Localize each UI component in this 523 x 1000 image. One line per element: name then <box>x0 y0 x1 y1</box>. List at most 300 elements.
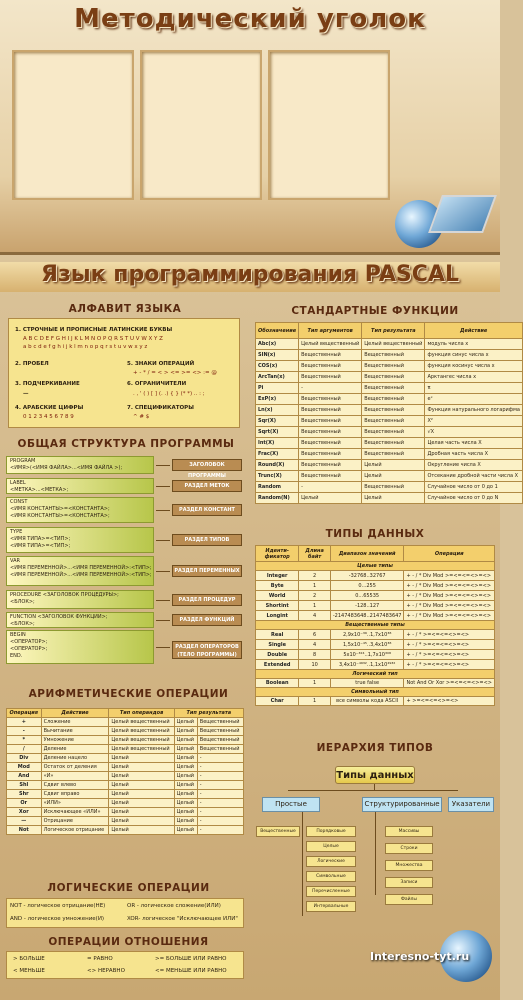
arrow-icon <box>156 540 170 541</box>
structure-section-label: РАЗДЕЛ ПРОЦЕДУР <box>172 594 242 606</box>
table-cell: Целый <box>174 718 197 727</box>
table-row <box>256 581 495 591</box>
table-cell: Sqrt(X) <box>256 427 299 438</box>
table-row <box>7 763 244 772</box>
table-cell: Целый <box>174 736 197 745</box>
table-cell: Сдвиг вправо <box>41 790 109 799</box>
logic-box <box>6 898 244 928</box>
table-cell: Остаток от деления <box>41 763 109 772</box>
structure-code: BEGIN <ОПЕРАТОР>; <ОПЕРАТОР>; END. <box>6 630 154 664</box>
table-cell: Extended <box>256 660 299 670</box>
methodical-stand <box>0 0 500 255</box>
table-cell: Вещественный <box>362 372 425 383</box>
hier-struct-item: Массивы <box>385 826 433 837</box>
table-cell: eˣ <box>425 394 522 405</box>
table-cell: Вещественный <box>299 471 362 482</box>
table-cell: Abc(x) <box>256 339 299 350</box>
table-cell: Вещественный <box>299 405 362 416</box>
structure-code: TYPE <ИМЯ ТИПА>=<ТИП>; <ИМЯ ТИПА>=<ТИП>; <box>6 527 154 553</box>
table-row <box>256 394 523 405</box>
alphabet-upper: A B C D E F G H I J K L M N O P Q R S T U V W X Y Z <box>23 336 163 342</box>
table-cell: модуль числа x <box>425 339 522 350</box>
hier-root: Типы данных <box>335 766 415 784</box>
table-subheader <box>256 688 495 697</box>
table-cell: Round(X) <box>256 460 299 471</box>
table-header <box>7 709 244 718</box>
structure-code: VAR <ИМЯ ПЕРЕМЕННОЙ>...<ИМЯ ПЕРЕМЕННОЙ>:<ТИП>; <ИМЯ ПЕРЕМЕННОЙ>...<ИМЯ ПЕРЕМЕННОЙ>:<ТИП>; <box>6 556 154 586</box>
table-cell: Integer <box>256 571 299 581</box>
table-cell: 2 <box>299 571 330 581</box>
table-cell: true false <box>330 679 404 688</box>
table-cell: Деление <box>41 745 109 754</box>
table-row <box>7 817 244 826</box>
table-cell: -128..127 <box>330 601 404 611</box>
alphabet-value: — <box>23 391 29 397</box>
laptop-icon <box>428 195 497 233</box>
table-cell: 10 <box>299 660 330 670</box>
table-cell: Целый <box>362 493 425 504</box>
alphabet-value: 0 1 2 3 4 5 6 7 8 9 <box>23 414 74 420</box>
structure-code: LABEL <МЕТКА>...<МЕТКА>; <box>6 478 154 494</box>
table-row <box>256 650 495 660</box>
table-cell: Целый <box>109 763 174 772</box>
table-cell: Целый вещественный <box>109 745 174 754</box>
table-cell: Char <box>256 697 299 706</box>
table-cell: ExP(x) <box>256 394 299 405</box>
table-cell: + <box>7 718 42 727</box>
table-cell: - <box>197 772 243 781</box>
structure-section-label: РАЗДЕЛ ПЕРЕМЕННЫХ <box>172 565 242 577</box>
header-cell: Длина байт <box>299 546 330 562</box>
table-subheader <box>256 562 495 571</box>
table-cell: Целый <box>174 808 197 817</box>
table-cell: X² <box>425 416 522 427</box>
alphabet-item: 7. СПЕЦИФИКАТОРЫ <box>127 405 194 411</box>
table-cell: Случайное число от 0 до 1 <box>425 482 522 493</box>
funcs-title: СТАНДАРТНЫЕ ФУНКЦИИ <box>291 305 459 317</box>
table-cell: Целый <box>109 808 174 817</box>
table-cell: - <box>197 799 243 808</box>
structure-section-label: РАЗДЕЛ ОПЕРАТОРОВ (ТЕЛО ПРОГРАММЫ) <box>172 641 242 659</box>
arith-title: АРИФМЕТИЧЕСКИЕ ОПЕРАЦИИ <box>28 688 229 700</box>
table-cell: - <box>7 727 42 736</box>
table-cell: Ln(x) <box>256 405 299 416</box>
table-row <box>256 571 495 581</box>
table-cell: - <box>197 817 243 826</box>
table-cell: Целый вещественный <box>109 727 174 736</box>
table-row <box>256 383 523 394</box>
table-cell: Целый <box>174 826 197 835</box>
table-cell: — <box>7 817 42 826</box>
table-cell: Вещественный <box>197 736 243 745</box>
alphabet-item: 2. ПРОБЕЛ <box>15 361 49 367</box>
table-row <box>256 460 523 471</box>
table-cell: Sqr(X) <box>256 416 299 427</box>
table-row <box>256 611 495 621</box>
table-cell: все символы кода ASCII <box>330 697 404 706</box>
hier-struct-item: Множества <box>385 860 433 871</box>
table-row <box>256 372 523 383</box>
table-cell: Вещественный <box>362 394 425 405</box>
table-cell: Округление числа X <box>425 460 522 471</box>
hier-pointers: Указатели <box>448 797 494 812</box>
table-cell: Real <box>256 630 299 640</box>
header-cell: Тип операндов <box>109 709 174 718</box>
table-cell: + - / * Div Mod >=<=<=<>=<> <box>404 571 495 581</box>
header-cell: Обозначение <box>256 323 299 339</box>
rel-le: <= МЕНЬШЕ ИЛИ РАВНО <box>155 968 227 974</box>
table-row <box>256 630 495 640</box>
table-cell: + - / * >=<=<=<>=<> <box>404 650 495 660</box>
table-row <box>7 727 244 736</box>
logic-not: NOT - логическое отрицание(НЕ) <box>10 903 106 909</box>
logic-and: AND - логическое умножение(И) <box>10 916 105 922</box>
table-cell: Вещественный <box>299 361 362 372</box>
rel-eq: = РАВНО <box>87 956 113 962</box>
table-cell: + - / * Div Mod >=<=<=<>=<> <box>404 601 495 611</box>
hier-struct-item: Строки <box>385 843 433 854</box>
structure-section-label: РАЗДЕЛ МЕТОК <box>172 480 242 492</box>
table-cell: функция косинус числа x <box>425 361 522 372</box>
hier-simple-item: Логические <box>306 856 356 867</box>
table-cell: √X <box>425 427 522 438</box>
table-row <box>7 772 244 781</box>
table-subheader <box>256 670 495 679</box>
table-cell: 3,4x10⁻⁴⁹³²..1,1x10⁴⁹³² <box>330 660 404 670</box>
types-table <box>255 545 495 706</box>
hier-simple-item: Перечисленные <box>306 886 356 897</box>
table-cell: - <box>299 482 362 493</box>
table-cell: Целый <box>109 826 174 835</box>
watermark: Interesno-tyt.ru <box>370 950 470 963</box>
table-row <box>7 790 244 799</box>
subheader-cell: Целые типы <box>256 562 495 571</box>
hier-simple-item: Интервальные <box>306 901 356 912</box>
arrow-icon <box>156 571 170 572</box>
arrow-icon <box>156 486 170 487</box>
rel-ge: >= БОЛЬШЕ ИЛИ РАВНО <box>155 956 227 962</box>
table-cell: Boolean <box>256 679 299 688</box>
hier-simple-item: Символьные <box>306 871 356 882</box>
alphabet-item: 1. СТРОЧНЫЕ И ПРОПИСНЫЕ ЛАТИНСКИЕ БУКВЫ <box>15 327 173 333</box>
funcs-table <box>255 322 523 504</box>
connector <box>374 784 375 791</box>
table-cell: 1,5x10⁻⁴⁵..3,4x10³⁸ <box>330 640 404 650</box>
relations-box <box>6 951 244 979</box>
hier-simple-item: Целые <box>306 841 356 852</box>
table-cell: Вещественный <box>362 405 425 416</box>
table-cell: Целый <box>362 460 425 471</box>
table-cell: Вещественный <box>362 449 425 460</box>
table-row <box>256 482 523 493</box>
rel-ne: <> НЕРАВНО <box>87 968 125 974</box>
table-cell: Вещественный <box>362 416 425 427</box>
table-row <box>256 449 523 460</box>
table-cell: Отрицание <box>41 817 109 826</box>
structure-code: CONST <ИМЯ КОНСТАНТЫ>=<КОНСТАНТА>; <ИМЯ КОНСТАНТЫ>=<КОНСТАНТА>; <box>6 497 154 523</box>
table-cell: + - / * >=<=<=<>=<> <box>404 660 495 670</box>
header-cell: Иденти-фикатор <box>256 546 299 562</box>
table-cell: / <box>7 745 42 754</box>
table-cell: Целый <box>109 799 174 808</box>
structure-section-label: РАЗДЕЛ ФУНКЦИЙ <box>172 614 242 626</box>
structure-section-label: РАЗДЕЛ ТИПОВ <box>172 534 242 546</box>
arrow-icon <box>156 465 170 466</box>
table-cell: Арктангес числа x <box>425 372 522 383</box>
table-cell: Shl <box>7 781 42 790</box>
structure-code: PROGRAM <ИМЯ>(<ИМЯ ФАЙЛА>...<ИМЯ ФАЙЛА >); <box>6 456 154 474</box>
table-cell: π <box>425 383 522 394</box>
table-cell: 2,9x10⁻³⁹..1,7x10³⁸ <box>330 630 404 640</box>
table-cell: Отсекание дробной части числа X <box>425 471 522 482</box>
table-cell: Целый <box>109 781 174 790</box>
subheader-cell: Символьный тип <box>256 688 495 697</box>
table-cell: Целый <box>174 727 197 736</box>
table-cell: - <box>197 754 243 763</box>
hier-structured: Структурированные <box>362 797 442 812</box>
table-cell: Целый <box>109 754 174 763</box>
table-cell: функция синус числа x <box>425 350 522 361</box>
table-row <box>7 745 244 754</box>
alphabet-value: + - * / = < > <= >= <> := @ <box>133 370 217 376</box>
table-cell: Целый вещественный <box>299 339 362 350</box>
table-cell: ArcTan(x) <box>256 372 299 383</box>
table-cell: Вещественный <box>362 427 425 438</box>
alphabet-item: 6. ОГРАНИЧИТЕЛИ <box>127 381 187 387</box>
table-cell: 2 <box>299 591 330 601</box>
hier-simple: Простые <box>262 797 320 812</box>
table-row <box>256 591 495 601</box>
table-cell: Вещественный <box>197 718 243 727</box>
table-cell: Div <box>7 754 42 763</box>
table-cell: Вещественный <box>362 383 425 394</box>
table-cell: Умножение <box>41 736 109 745</box>
connector <box>375 812 376 895</box>
table-cell: Single <box>256 640 299 650</box>
table-cell: Вещественный <box>299 350 362 361</box>
table-header <box>256 546 495 562</box>
hier-simple-item: Порядковые <box>306 826 356 837</box>
table-cell: + - / * >=<=<=<>=<> <box>404 630 495 640</box>
structure-section-label: ЗАГОЛОВОК ПРОГРАММЫ <box>172 459 242 471</box>
table-cell: 4 <box>299 611 330 621</box>
rel-gt: > БОЛЬШЕ <box>13 956 45 962</box>
header-cell: Тип аргументов <box>299 323 362 339</box>
alphabet-value: ^ # $ <box>133 414 150 420</box>
table-cell: - <box>197 826 243 835</box>
table-cell: Целый вещественный <box>109 736 174 745</box>
arrow-icon <box>156 510 170 511</box>
table-cell: Pi <box>256 383 299 394</box>
table-subheader <box>256 621 495 630</box>
table-cell: Целый <box>174 763 197 772</box>
blank-panel-2 <box>140 50 262 200</box>
table-cell: Вещественный <box>197 727 243 736</box>
logic-title: ЛОГИЧЕСКИЕ ОПЕРАЦИИ <box>47 882 210 894</box>
table-cell: Целый <box>174 754 197 763</box>
table-cell: Сложение <box>41 718 109 727</box>
table-cell: - <box>299 383 362 394</box>
hier-real: Вещественные <box>256 826 300 837</box>
table-cell: Вещественный <box>197 745 243 754</box>
table-cell: Целый <box>299 493 362 504</box>
table-cell: Вещественный <box>299 372 362 383</box>
header-cell: Действие <box>41 709 109 718</box>
table-cell: Вещественный <box>362 438 425 449</box>
header-cell: Тип результата <box>174 709 243 718</box>
table-cell: Функция натурального логарифма <box>425 405 522 416</box>
table-cell: Целый <box>362 471 425 482</box>
alphabet-box <box>8 318 240 428</box>
table-row <box>7 718 244 727</box>
table-cell: -32768..32767 <box>330 571 404 581</box>
table-cell: Исключающее «ИЛИ» <box>41 808 109 817</box>
arrow-icon <box>156 647 170 648</box>
table-header <box>256 323 523 339</box>
table-row <box>256 438 523 449</box>
table-cell: Вещественный <box>362 482 425 493</box>
header-cell: Действие <box>425 323 522 339</box>
relations-title: ОПЕРАЦИИ ОТНОШЕНИЯ <box>48 936 209 948</box>
table-cell: Вещественный <box>299 449 362 460</box>
alphabet-item: 3. ПОДЧЕРКИВАНИЕ <box>15 381 80 387</box>
table-cell: Целый вещественный <box>109 718 174 727</box>
structure-code: FUNCTION <ЗАГОЛОВОК ФУНКЦИИ>; <БЛОК>; <box>6 612 154 628</box>
table-cell: Shr <box>7 790 42 799</box>
table-cell: Xor <box>7 808 42 817</box>
header-cell: Операции <box>404 546 495 562</box>
table-cell: «ИЛИ» <box>41 799 109 808</box>
table-cell: Shortint <box>256 601 299 611</box>
alphabet-item: 5. ЗНАКИ ОПЕРАЦИЙ <box>127 361 195 367</box>
table-cell: - <box>197 781 243 790</box>
table-cell: -2147483648..2147483647 <box>330 611 404 621</box>
table-cell: Mod <box>7 763 42 772</box>
table-cell: COS(x) <box>256 361 299 372</box>
blank-panel-3 <box>268 50 390 200</box>
table-cell: + - / * Div Mod >=<=<=<>=<> <box>404 581 495 591</box>
hier-struct-item: Записи <box>385 877 433 888</box>
table-cell: Вещественный <box>299 394 362 405</box>
table-cell: 8 <box>299 650 330 660</box>
table-row <box>256 640 495 650</box>
table-row <box>256 427 523 438</box>
table-cell: Random(N) <box>256 493 299 504</box>
table-row <box>256 697 495 706</box>
table-row <box>7 781 244 790</box>
table-cell: Целый <box>174 799 197 808</box>
header-cell: Тип результата <box>362 323 425 339</box>
pascal-title: Язык программирования PASCAL <box>41 262 459 287</box>
table-cell: Целый <box>174 745 197 754</box>
alphabet-value: . , ' ( ) [ ] (. .) { } (* *) .. : ; <box>133 391 205 397</box>
table-cell: * <box>7 736 42 745</box>
table-row <box>256 416 523 427</box>
table-cell: Целый <box>174 772 197 781</box>
structure-section-label: РАЗДЕЛ КОНСТАНТ <box>172 504 242 516</box>
table-cell: Double <box>256 650 299 660</box>
table-cell: Вещественный <box>299 460 362 471</box>
structure-title: ОБЩАЯ СТРУКТУРА ПРОГРАММЫ <box>17 438 235 450</box>
table-row <box>256 601 495 611</box>
table-cell: 6 <box>299 630 330 640</box>
table-cell: Вещественный <box>362 350 425 361</box>
alphabet-lower: a b c d e f g h i j k l m n o p q r s t u v w x y z <box>23 344 148 350</box>
table-cell: Целый <box>174 817 197 826</box>
table-row <box>256 471 523 482</box>
table-cell: 4 <box>299 640 330 650</box>
table-row <box>256 679 495 688</box>
logic-or: OR - логическое сложение(ИЛИ) <box>127 903 221 909</box>
table-cell: - <box>197 790 243 799</box>
subheader-cell: Логический тип <box>256 670 495 679</box>
table-cell: + - / * >=<=<=<>=<> <box>404 640 495 650</box>
table-cell: Целый <box>109 772 174 781</box>
table-cell: 5x10⁻³²⁴..1,7x10³⁰⁸ <box>330 650 404 660</box>
table-row <box>256 660 495 670</box>
hier-struct-item: Файлы <box>385 894 433 905</box>
table-cell: + - / * Div Mod >=<=<=<>=<> <box>404 591 495 601</box>
table-row <box>7 808 244 817</box>
table-cell: Not And Or Xor >=<=<=<>=<> <box>404 679 495 688</box>
table-cell: Вычитание <box>41 727 109 736</box>
table-cell: Целый <box>109 817 174 826</box>
table-cell: Случайное число от 0 до N <box>425 493 522 504</box>
table-cell: Целый <box>174 781 197 790</box>
table-row <box>256 405 523 416</box>
table-cell: Random <box>256 482 299 493</box>
rel-lt: < МЕНЬШЕ <box>13 968 45 974</box>
table-row <box>7 736 244 745</box>
table-cell: Frac(X) <box>256 449 299 460</box>
blank-panel-1 <box>12 50 134 200</box>
table-row <box>7 826 244 835</box>
connector <box>288 790 458 791</box>
structure-code: PROCEDURE <ЗАГОЛОВОК ПРОЦЕДУРЫ>; <БЛОК>; <box>6 590 154 609</box>
table-cell: 1 <box>299 679 330 688</box>
table-row <box>256 361 523 372</box>
header-cell: Диапазон значений <box>330 546 404 562</box>
table-cell: Int(X) <box>256 438 299 449</box>
arrow-icon <box>156 620 170 621</box>
header-cell: Операция <box>7 709 42 718</box>
table-cell: + >=<=<=<>=<> <box>404 697 495 706</box>
types-title: ТИПЫ ДАННЫХ <box>325 528 425 540</box>
logic-xor: XOR- логическое "Исключающее ИЛИ" <box>127 916 238 922</box>
table-cell: Целый <box>174 790 197 799</box>
table-cell: Дробная часть числа X <box>425 449 522 460</box>
table-row <box>256 350 523 361</box>
table-cell: 1 <box>299 697 330 706</box>
hier-title: ИЕРАРХИЯ ТИПОВ <box>316 742 434 754</box>
table-cell: 0...255 <box>330 581 404 591</box>
table-cell: Вещественный <box>299 427 362 438</box>
table-row <box>7 799 244 808</box>
table-cell: - <box>197 808 243 817</box>
table-cell: Or <box>7 799 42 808</box>
subheader-cell: Вещественные типы <box>256 621 495 630</box>
table-cell: Longint <box>256 611 299 621</box>
table-cell: SIN(x) <box>256 350 299 361</box>
arith-table <box>6 708 244 835</box>
table-cell: - <box>197 763 243 772</box>
table-cell: Логическое отрицание <box>41 826 109 835</box>
table-cell: Деление нацело <box>41 754 109 763</box>
table-row <box>256 493 523 504</box>
table-cell: Вещественный <box>299 416 362 427</box>
table-cell: And <box>7 772 42 781</box>
alphabet-item: 4. АРАБСКИЕ ЦИФРЫ <box>15 405 84 411</box>
